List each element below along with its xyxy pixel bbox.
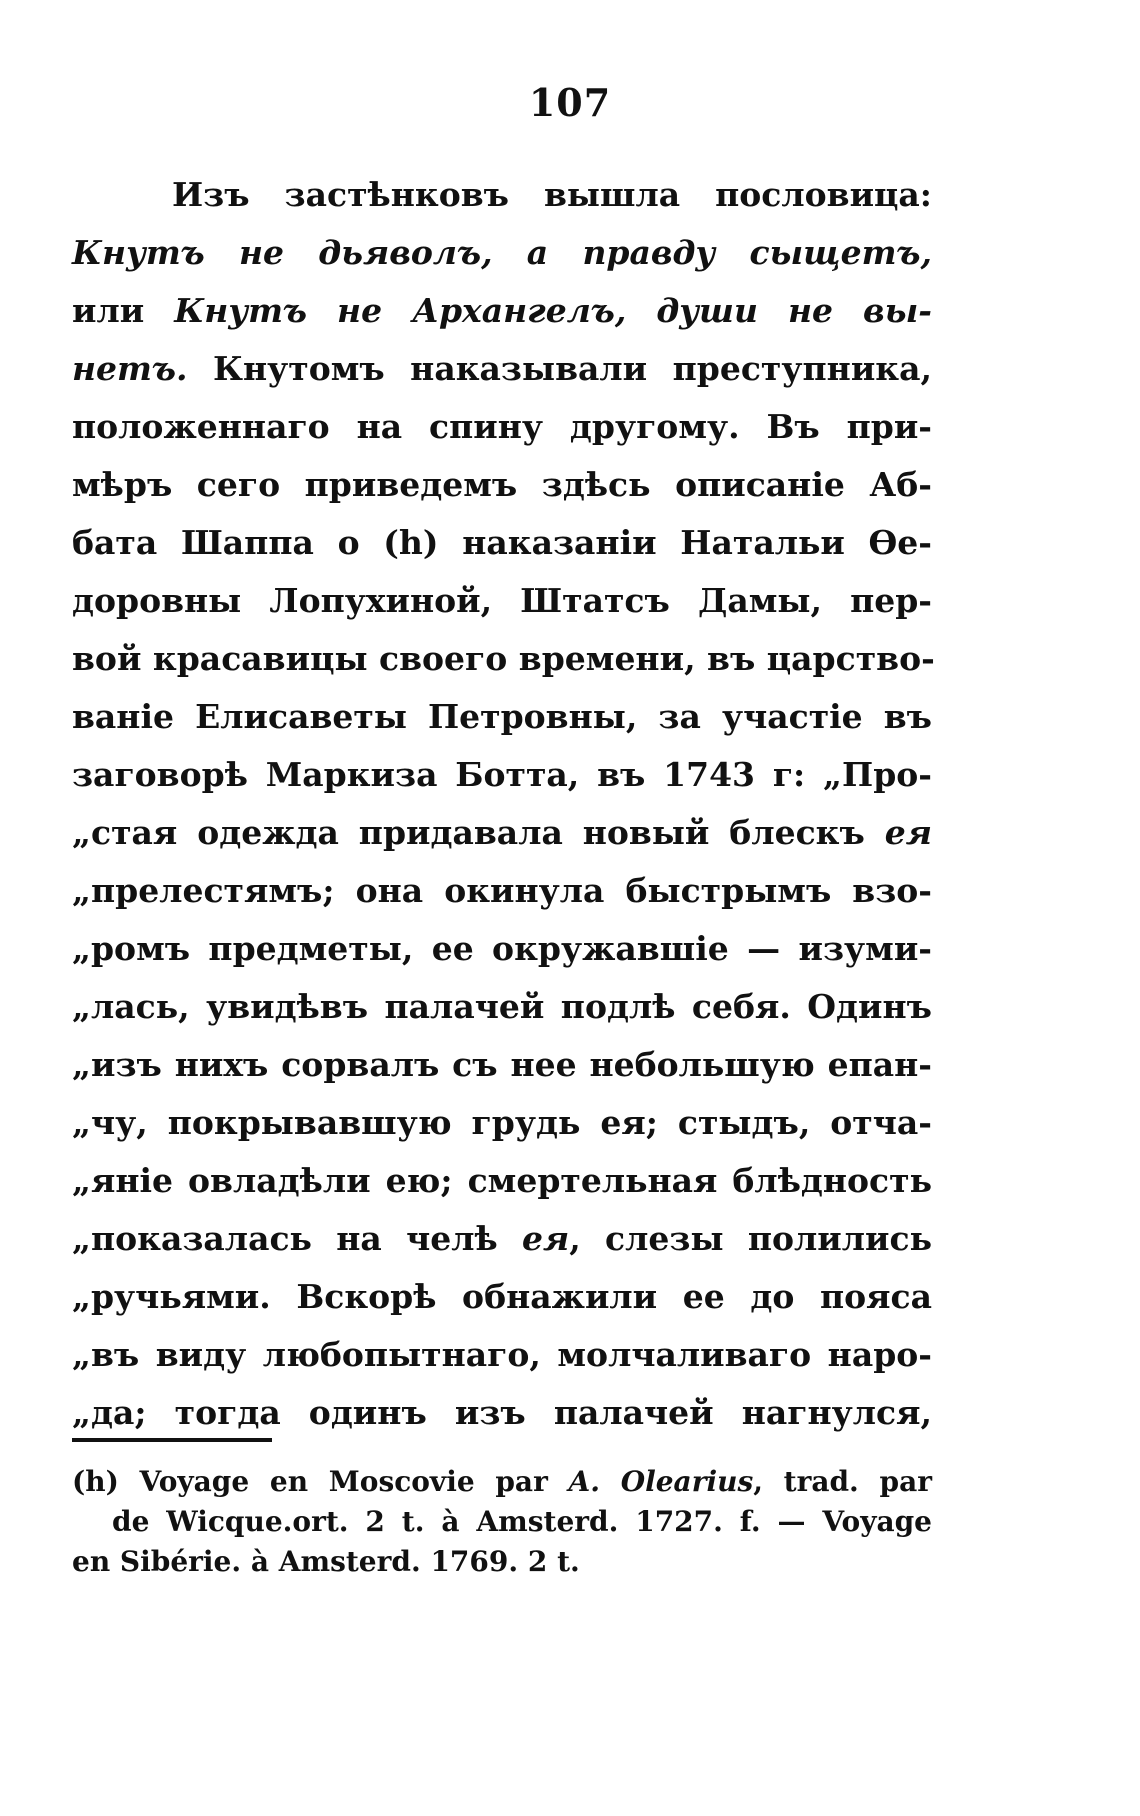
proverb-italic: Кнутъ не Архангелъ, души не вы- — [174, 291, 932, 330]
text-line — [72, 1210, 932, 1268]
text-line: бата Шаппа о (h) наказаніи Натальи Ѳе- — [72, 523, 932, 562]
text-line: мѣръ сего приведемъ здѣсь описаніе Аб- — [72, 465, 932, 504]
footnote-rule — [72, 1438, 272, 1442]
text-fragment: „показалась на челѣ — [72, 1219, 498, 1258]
text-line: „прелестямъ; она окинула быстрымъ взо- — [72, 871, 932, 910]
text-fragment: или — [72, 291, 145, 330]
text-line — [72, 224, 932, 282]
text-line: вой красавицы своего времени, въ царство- — [72, 639, 935, 678]
text-fragment: „стая одежда придавала новый блескъ — [72, 813, 865, 852]
text-line: ваніе Елисаветы Петровны, за участіе въ — [72, 697, 932, 736]
text-line: „лась, увидѣвъ палачей подлѣ себя. Одинъ — [72, 987, 932, 1026]
text-line: „ромъ предметы, ее окружавшіе — изуми- — [72, 929, 932, 968]
text-line: „въ виду любопытнаго, молчаливаго наро- — [72, 1335, 932, 1374]
page-number: 107 — [528, 80, 612, 125]
footnote-line: de Wicque.ort. 2 t. à Amsterd. 1727. f. — Voyage — [112, 1505, 932, 1538]
text-line: „изъ нихъ сорвалъ съ нее небольшую епан- — [72, 1045, 932, 1084]
footnote-line: en Sibérie. à Amsterd. 1769. 2 t. — [72, 1545, 580, 1578]
text-line: Изъ застѣнковъ вышла пословица: — [172, 175, 932, 214]
footnote-line — [72, 1462, 932, 1502]
text-italic: ея — [864, 813, 932, 852]
text-line: „да; тогда одинъ изъ палачей нагнулся, — [72, 1393, 932, 1432]
text-fragment: , trad. par — [753, 1465, 932, 1498]
text-line — [72, 804, 932, 862]
text-line — [72, 340, 932, 398]
body-text — [72, 166, 935, 1442]
text-line: доровны Лопухиной, Штатсъ Дамы, пер- — [72, 581, 932, 620]
text-fragment: (h) Voyage en Moscovie par — [72, 1465, 569, 1498]
text-line: заговорѣ Маркиза Ботта, въ 1743 г: „Про- — [72, 755, 932, 794]
text-line: „ручьями. Вскорѣ обнажили ее до пояса — [72, 1277, 932, 1316]
proverb-italic: нетъ. — [72, 349, 188, 388]
text-fragment: Кнутомъ наказывали преступника, — [187, 349, 932, 388]
proverb-italic: Кнутъ не дьяволъ, а правду сыщетъ, — [72, 233, 932, 272]
text-line: „яніе овладѣли ею; смертельная блѣдность — [72, 1161, 932, 1200]
author-italic: A. Olearius — [568, 1465, 754, 1498]
text-line: „чу, покрывавшую грудь ея; стыдъ, отча- — [72, 1103, 932, 1142]
text-line — [72, 282, 932, 340]
text-line: положеннаго на спину другому. Въ при- — [72, 407, 932, 446]
footnote — [72, 1462, 932, 1582]
text-fragment: , слезы полились — [569, 1219, 932, 1258]
text-italic: ея — [497, 1219, 570, 1258]
